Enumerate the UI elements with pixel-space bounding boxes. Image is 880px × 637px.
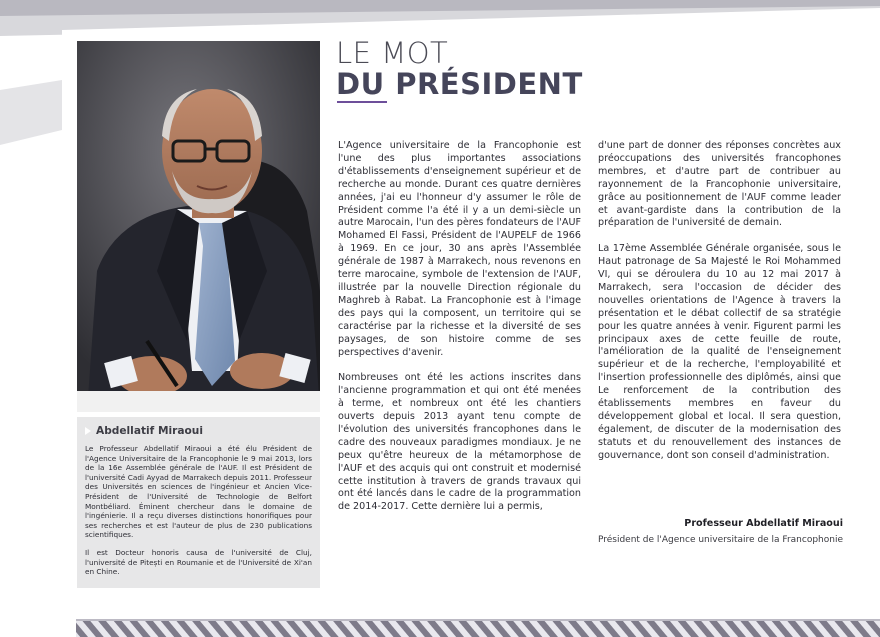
- signature-name: Professeur Abdellatif Miraoui: [684, 518, 843, 529]
- bio-name: Abdellatif Miraoui: [96, 425, 203, 437]
- title-line-1: LE MOT: [336, 36, 449, 70]
- article-paragraph: Nombreuses ont été les actions inscrites dans l'ancienne programmation et qui ont été menées à terme, et nombreux ont été les chantiers ouverts depuis 2013 ayant tenu compte de l'évolution des universités francophones dans le cadre des nouveaux paradigmes mondiaux. Je ne peux qu'être heureux de la métamorphose de l'AUF et des acquis qui ont construit et modernisé cette institution à travers de grands travaux qui ont été lancés dans le cadre de la programmation de 2014-2017. Cette dernière lui a permis,: [338, 372, 581, 513]
- title-underline: [337, 101, 387, 103]
- article-paragraph: d'une part de donner des réponses concrètes aux préoccupations des universités francophones membres, et d'autre part de contribuer au rayonnement de la Francophonie universitaire, grâce au positionnement de l'AUF comme leader et avant-gardiste dans la contribution de la préparation de l'université de demain.: [598, 140, 841, 229]
- article-paragraph: La 17ème Assemblée Générale organisée, sous le Haut patronage de Sa Majesté le Roi Mohammed VI, qui se déroulera du 10 au 12 mai 2017 à Marrakech, sera l'occasion de décider des nouvelles orientations de l'Agence à travers la présentation et le débat collectif de sa stratégie pour les quatre années à venir. Figurent parmi les principaux axes de cette feuille de route, l'amélioration de la qualité de l'enseignement supérieur et de la recherche, l'employabilité et l'insertion professionnelle des diplômés, ainsi que Le renforcement de la contribution des établissements membres en faveur du développement global et local. Il sera question, également, de discuter de la modernisation des statuts et du renouvellement des instances de gouvernance, dont son conseil d'administration.: [598, 243, 841, 461]
- article-paragraph: L'Agence universitaire de la Francophonie est l'une des plus importantes associations d'établissements d'enseignement supérieur et de recherche au monde. Durant ces quatre dernières années, j'ai eu l'honneur d'y assumer le rôle de Président comme l'a été il y a un demi-siècle un autre Marocain, l'un des pères fondateurs de l'AUF Mohamed El Fassi, Président de l'AUPELF de 1966 à 1969. En ce jour, 30 ans après l'Assemblée générale de 1987 à Marrakech, nous revenons en terre marocaine, symbole de l'extension de l'AUF, illustrée par la nouvelle Direction régionale du Maghreb à Rabat. La Francophonie est à l'image des pays qui la composent, un territoire qui se caractérise par la richesse et la diversité de ses paysages, de son histoire comme de ses perspectives d'avenir.: [338, 140, 581, 358]
- title-line-2: DU PRÉSIDENT: [336, 67, 583, 101]
- bottom-stripes-top-line: [76, 619, 880, 621]
- bio-box: [77, 417, 320, 588]
- bio-paragraph: Le Professeur Abdellatif Miraoui a été élu Président de l'Agence Universitaire de la Francophonie le 9 mai 2013, lors de la 16e Assemblée générale de l'AUF. Il est Président de l'université Cadi Ayyad de Marrakech depuis 2011. Professeur des Universités en sciences de l'ingénieur et Ancien Vice-Président de l'Université de Technologie de Belfort Montbéliard. Éminent chercheur dans le domaine de l'ingénierie. Il a reçu diverses distinctions honorifiques pour ses recherches et est l'auteur de plus de 230 publications scientifiques.: [85, 444, 312, 540]
- article-right-column: [598, 140, 841, 476]
- bottom-stripes: [76, 621, 880, 637]
- page-title: [336, 38, 583, 100]
- triangle-right-icon: [85, 427, 91, 435]
- president-photo: [77, 41, 320, 412]
- left-band-shape: [0, 80, 62, 145]
- bio-paragraph: Il est Docteur honoris causa de l'université de Cluj, l'université de Pitești en Roumanie et de l'Université de Xi'an en Chine.: [85, 547, 312, 577]
- bio-text: [85, 444, 312, 577]
- article-left-column: [338, 140, 581, 527]
- president-portrait-illustration: [77, 41, 320, 412]
- bio-header: [85, 422, 312, 440]
- signature-block: [560, 517, 843, 547]
- signature-role: Président de l'Agence universitaire de la Francophonie: [597, 535, 843, 545]
